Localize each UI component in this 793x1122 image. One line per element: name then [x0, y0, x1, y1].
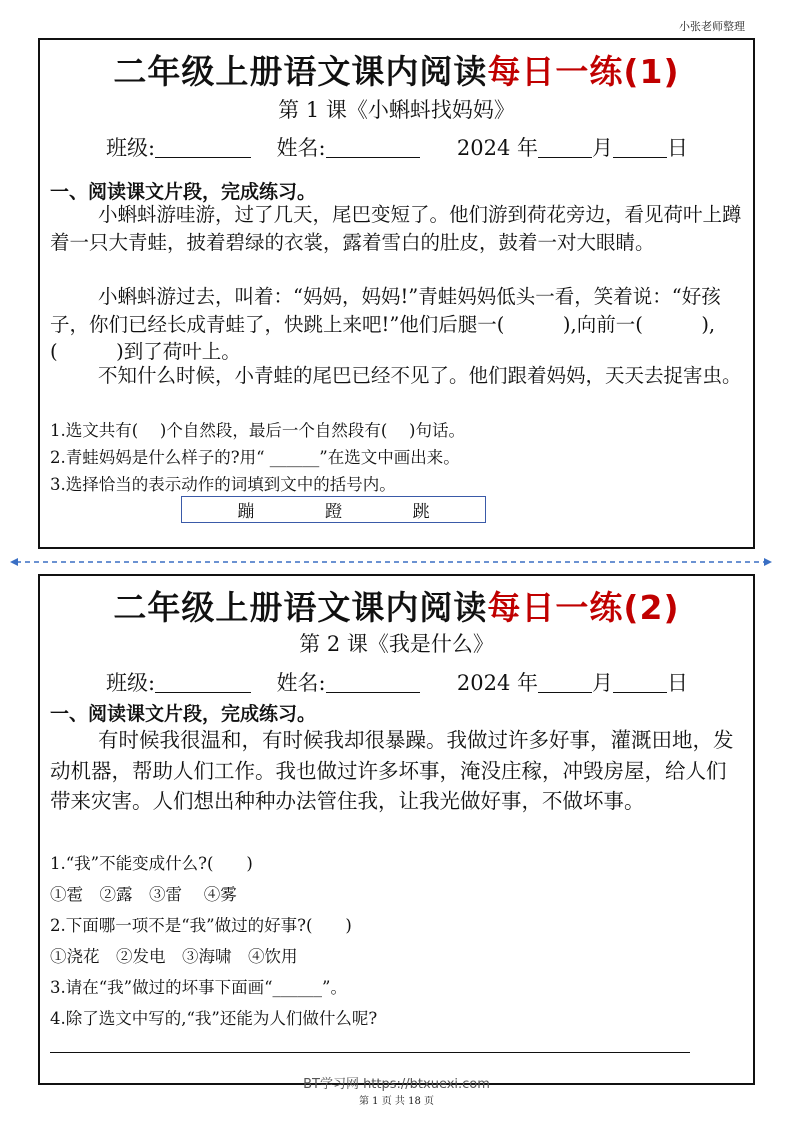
name-blank[interactable] [326, 672, 420, 693]
footer-site: BT学习网 https://btxuexi.com [303, 1077, 490, 1092]
question-2-options: ①浇花 ②发电 ③海啸 ④饮用 [50, 947, 298, 966]
lesson-title: 第 2 课《我是什么》 [299, 632, 494, 656]
section-heading: 一、阅读课文片段，完成练习。 [50, 181, 317, 203]
sheet-title [40, 46, 753, 93]
answer-line[interactable] [50, 1052, 690, 1053]
word-choice-box [181, 496, 486, 523]
sheet-title [40, 582, 753, 629]
year-label: 2024 年 [456, 671, 539, 695]
class-label: 班级: [106, 136, 156, 160]
student-info [106, 667, 688, 697]
question-1: 1.选文共有( )个自然段，最后一个自然段有( )句话。 [50, 421, 465, 440]
name-label: 姓名: [276, 136, 326, 160]
day-blank[interactable] [613, 137, 667, 158]
word-option: 蹬 [324, 502, 342, 522]
question-2: 2.青蛙妈妈是什么样子的?用“ ______”在选文中画出来。 [50, 448, 460, 467]
question-2: 2.下面哪一项不是“我”做过的好事?( ) [50, 916, 352, 935]
question-1-options: ①雹 ②露 ③雷 ④雾 [50, 885, 237, 904]
word-option: 跳 [412, 502, 430, 522]
top-note: 小张老师整理 [679, 20, 745, 33]
passage-paragraph [50, 362, 746, 390]
month-label: 月 [592, 136, 614, 160]
title-highlight: 每日一练(2) [487, 588, 680, 627]
title-main: 二年级上册语文课内阅读 [113, 52, 488, 91]
section-separator [10, 557, 772, 567]
lesson-title: 第 1 课《小蝌蚪找妈妈》 [278, 98, 515, 122]
year-label: 2024 年 [456, 136, 539, 160]
worksheet-2 [38, 574, 755, 1085]
day-blank[interactable] [613, 672, 667, 693]
question-3: 3.请在“我”做过的坏事下面画“______”。 [50, 978, 347, 997]
passage-paragraph [50, 725, 744, 817]
section-heading: 一、阅读课文片段，完成练习。 [50, 703, 317, 725]
month-blank[interactable] [538, 137, 592, 158]
class-blank[interactable] [155, 137, 251, 158]
passage-paragraph [50, 201, 746, 256]
paragraph-text: 有时候我很温和，有时候我却很暴躁。我做过许多好事，灌溉田地，发动机器，帮助人们工作。我也做过许多坏事，淹没庄稼，冲毁房屋，给人们带来灾害。人们想出种种办法管住我，让我光做好事，不做坏事。 [50, 728, 734, 813]
worksheet-1 [38, 38, 755, 549]
footer-page-number: 第 1 页 共 18 页 [359, 1096, 434, 1107]
question-4: 4.除了选文中写的,“我”还能为人们做什么呢? [50, 1009, 378, 1028]
passage-paragraph [50, 283, 746, 366]
month-blank[interactable] [538, 672, 592, 693]
paragraph-text: 不知什么时候，小青蛙的尾巴已经不见了。他们跟着妈妈，天天去捉害虫。 [98, 364, 742, 387]
day-label: 日 [667, 136, 689, 160]
name-blank[interactable] [326, 137, 420, 158]
name-label: 姓名: [276, 671, 326, 695]
class-label: 班级: [106, 671, 156, 695]
title-highlight: 每日一练(1) [487, 52, 680, 91]
question-3: 3.选择恰当的表示动作的词填到文中的括号内。 [50, 475, 396, 494]
student-info [106, 132, 688, 162]
title-main: 二年级上册语文课内阅读 [113, 588, 488, 627]
month-label: 月 [592, 671, 614, 695]
paragraph-text: 小蝌蚪游哇游，过了几天，尾巴变短了。他们游到荷花旁边，看见荷叶上蹲着一只大青蛙，披着碧绿的衣裳，露着雪白的肚皮，鼓着一对大眼睛。 [50, 203, 742, 254]
day-label: 日 [667, 671, 689, 695]
question-1: 1.“我”不能变成什么?( ) [50, 854, 253, 873]
paragraph-text: 小蝌蚪游过去，叫着：“妈妈，妈妈!”青蛙妈妈低头一看，笑着说：“好孩子，你们已经长成青蛙了，快跳上来吧!”他们后腿一( ),向前一( ),( )到了荷叶上。 [50, 285, 721, 363]
word-option: 蹦 [237, 502, 255, 522]
class-blank[interactable] [155, 672, 251, 693]
